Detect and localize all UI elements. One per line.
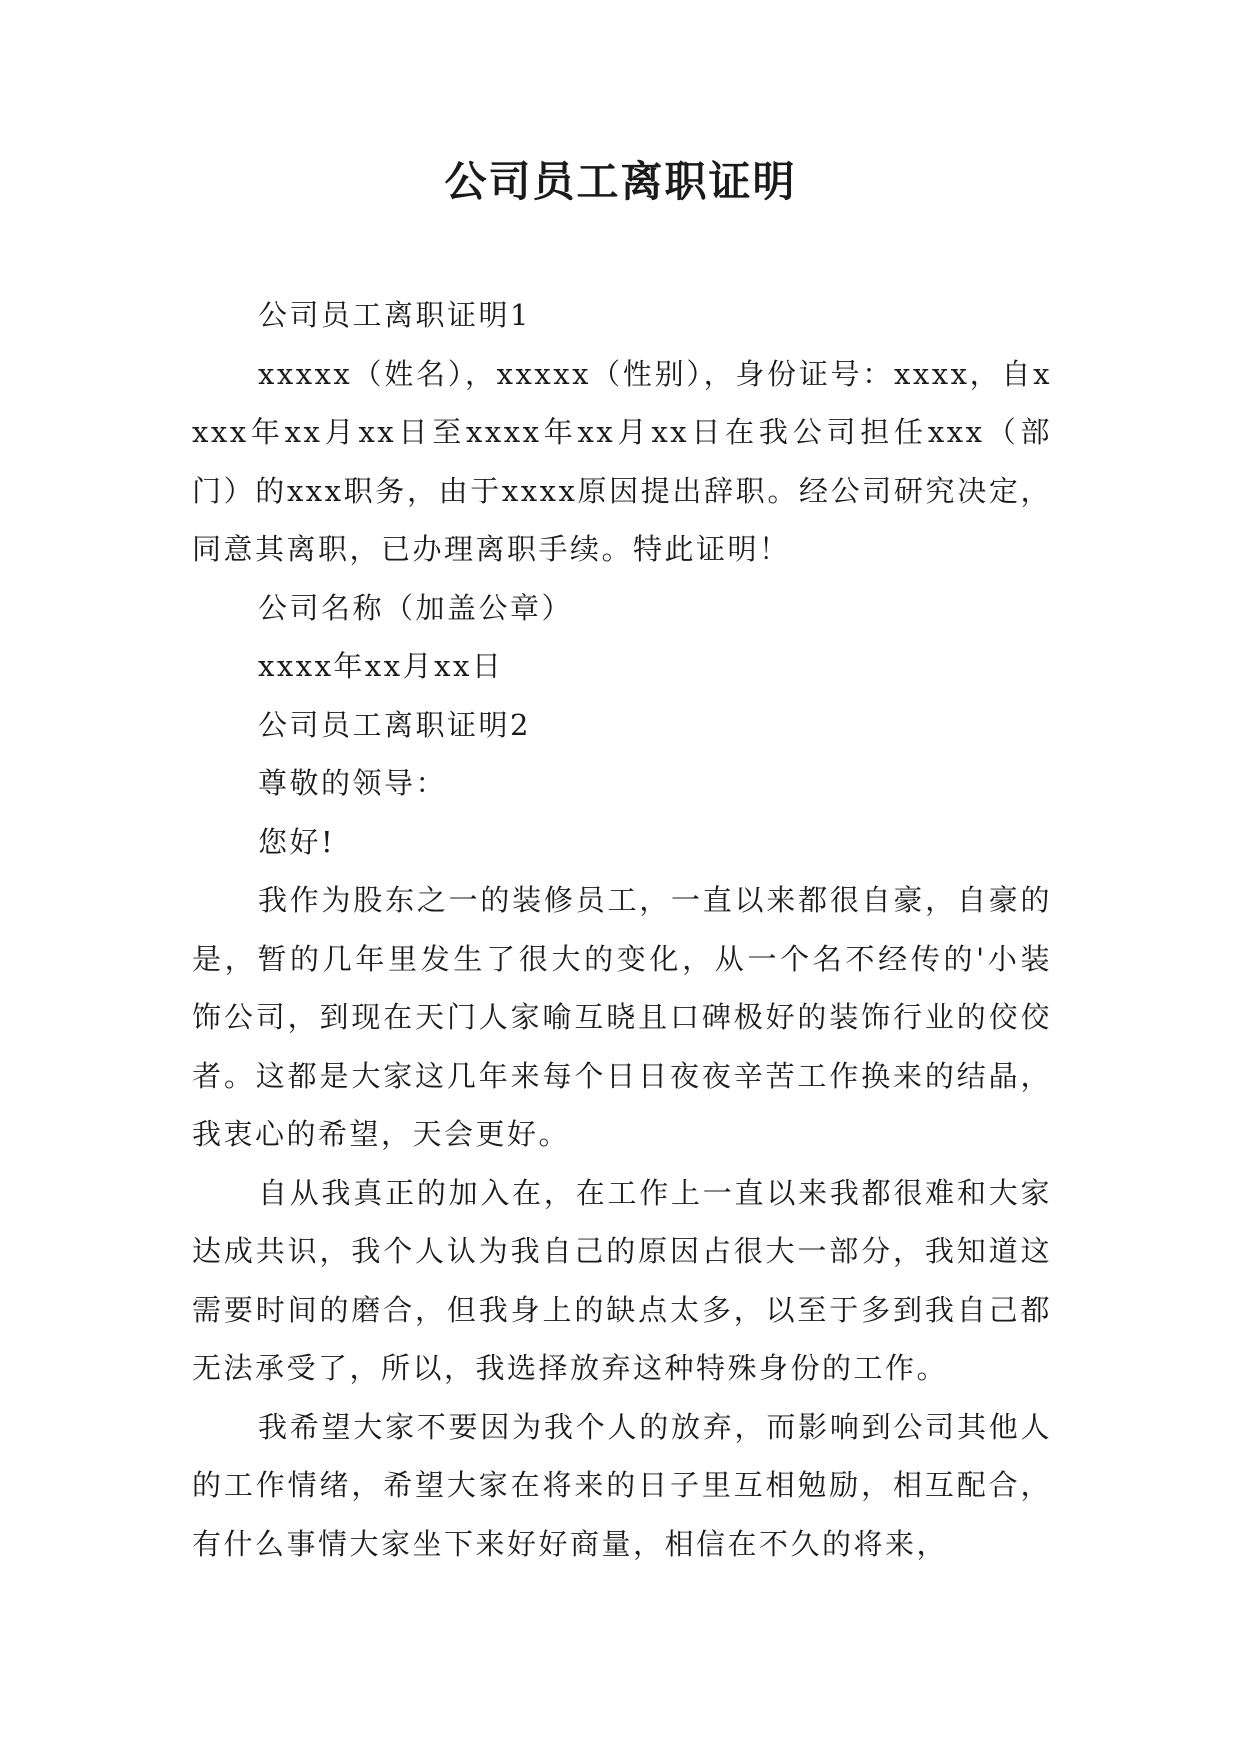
letter-paragraph-2: 自从我真正的加入在，在工作上一直以来我都很难和大家达成共识，我个人认为我自己的原因占很大一部分，我知道这需要时间的磨合，但我身上的缺点太多，以至于多到我自己都无法承受了，所以，我选择放弃这种特殊身份的工作。: [192, 1175, 1052, 1385]
section-heading-2: 公司员工离职证明2: [258, 707, 531, 742]
company-signature: 公司名称（加盖公章）: [258, 590, 574, 625]
letter-paragraph-1: 我作为股东之一的装修员工，一直以来都很自豪，自豪的是，暂的几年里发生了很大的变化，从一个名不经传的'小装饰公司，到现在天门人家喻互晓且口碑极好的装饰行业的佼佼者。这都是大家这几年来每个日日夜夜辛苦工作换来的结晶，我衷心的希望，天会更好。: [192, 883, 1052, 1151]
certificate-date: xxxx年xx月xx日: [258, 649, 504, 683]
letter-paragraph-3: 我希望大家不要因为我个人的放弃，而影响到公司其他人的工作情绪，希望大家在将来的日子里互相勉励，相互配合，有什么事情大家坐下来好好商量，相信在不久的将来，: [192, 1409, 1052, 1561]
certificate-paragraph: xxxxx（姓名），xxxxx（性别），身份证号：xxxx，自xxxx年xx月xx日至xxxx年xx月xx日在我公司担任xxx（部门）的xxx职务，由于xxxx原因提出辞职。经公司研究决定，同意其离职，已办理离职手续。特此证明！: [192, 356, 1052, 566]
document-title: 公司员工离职证明: [444, 157, 797, 206]
letter-salutation: 尊敬的领导：: [258, 766, 448, 800]
letter-greeting: 您好!: [258, 824, 336, 859]
section-heading-1: 公司员工离职证明1: [258, 298, 531, 332]
document-body: [192, 286, 1052, 1573]
